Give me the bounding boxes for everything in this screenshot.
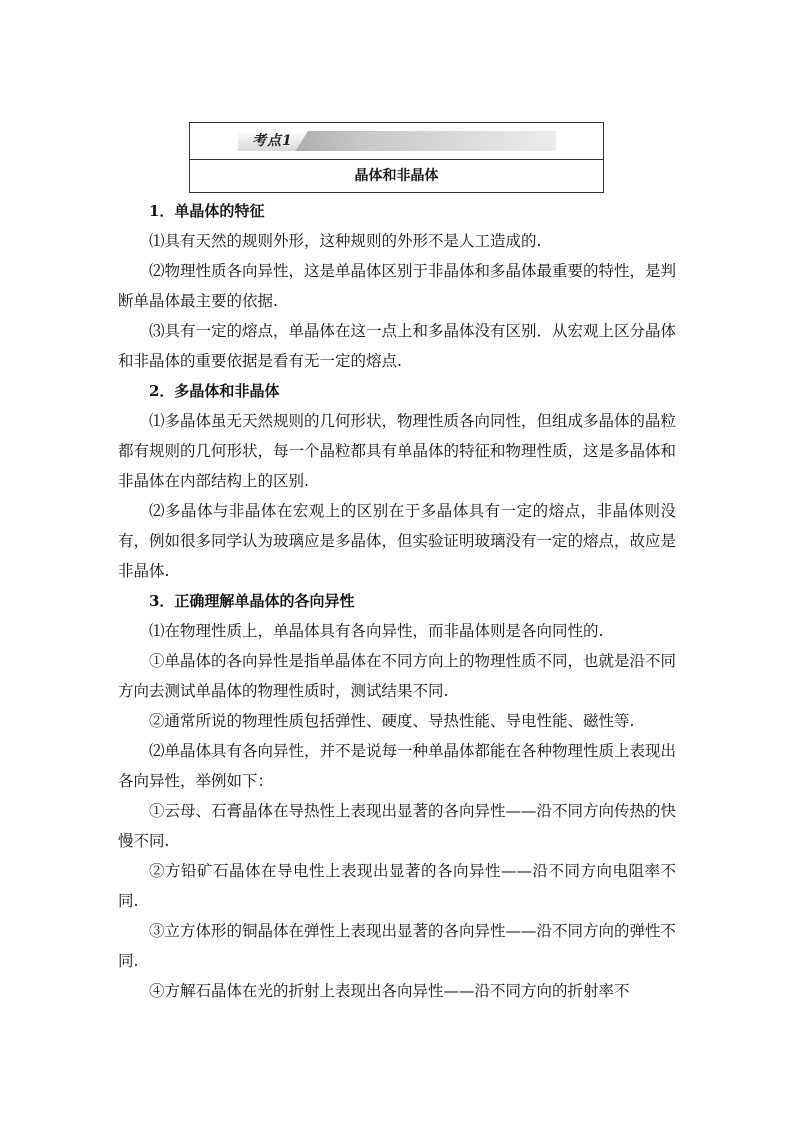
paragraph: ⑴具有天然的规则外形，这种规则的外形不是人工造成的. (149, 232, 542, 250)
paragraph: ⑵物理性质各向异性，这是单晶体区别于非晶体和多晶体最重要的特性，是判断单晶体最主要的依据. (118, 262, 677, 310)
kaodian-title: 晶体和非晶体 (354, 168, 439, 184)
paragraph: ①单晶体的各向异性是指单晶体在不同方向上的物理性质不同，也就是沿不同方向去测试单晶体的物理性质时，测试结果不同. (118, 652, 677, 700)
section-heading: 3．正确理解单晶体的各向异性 (149, 592, 355, 610)
section-heading: 2．多晶体和非晶体 (149, 382, 280, 400)
paragraph: ④方解石晶体在光的折射上表现出各向异性——沿不同方向的折射率不 (149, 982, 630, 1000)
kaodian-divider (190, 159, 603, 160)
body-text (118, 196, 676, 1006)
section-heading: 1．单晶体的特征 (149, 202, 265, 220)
paragraph: ⑶具有一定的熔点，单晶体在这一点上和多晶体没有区别．从宏观上区分晶体和非晶体的重要依据是看有无一定的熔点. (118, 322, 677, 370)
paragraph: ③立方体形的铜晶体在弹性上表现出显著的各向异性——沿不同方向的弹性不同. (118, 922, 677, 970)
paragraph: ②方铅矿石晶体在导电性上表现出显著的各向异性——沿不同方向电阻率不同. (118, 862, 676, 910)
paragraph: ⑴在物理性质上，单晶体具有各向异性，而非晶体则是各向同性的. (149, 622, 604, 640)
paragraph: ⑴多晶体虽无天然规则的几何形状，物理性质各向同性，但组成多晶体的晶粒都有规则的几何形状，每一个晶粒都具有单晶体的特征和物理性质，这是多晶体和非晶体在内部结构上的区别. (118, 412, 677, 490)
paragraph: ②通常所说的物理性质包括弹性、硬度、导热性能、导电性能、磁性等. (149, 712, 635, 730)
kaodian-label: 考点1 (252, 133, 293, 149)
paragraph: ⑵单晶体具有各向异性，并不是说每一种单晶体都能在各种物理性质上表现出各向异性，举例如下： (118, 742, 677, 790)
paragraph: ⑵多晶体与非晶体在宏观上的区别在于多晶体具有一定的熔点，非晶体则没有，例如很多同学认为玻璃应是多晶体，但实验证明玻璃没有一定的熔点，故应是非晶体. (118, 502, 677, 580)
paragraph: ①云母、石膏晶体在导热性上表现出显著的各向异性——沿不同方向传热的快慢不同. (118, 802, 677, 850)
kaodian-header-box (189, 122, 604, 193)
